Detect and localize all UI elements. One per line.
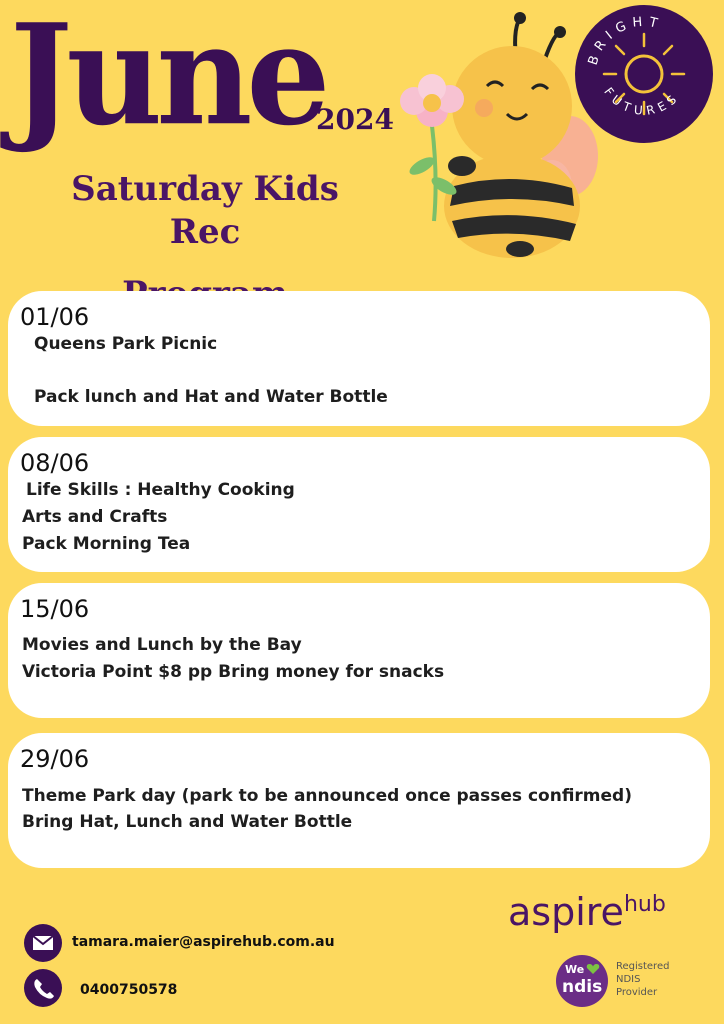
- hub-wordmark: hub: [623, 892, 666, 917]
- event-card-2906: [8, 733, 710, 868]
- ndis-logo: [556, 955, 608, 1007]
- badge-text-bottom: FUTURES: [601, 84, 683, 118]
- heart-icon: [586, 963, 600, 975]
- event-card-1506: [8, 583, 710, 718]
- aspire-wordmark: aspire: [508, 890, 624, 934]
- badge-text-top: BRIGHT: [585, 14, 665, 68]
- ndis-label-line: NDIS: [616, 974, 641, 985]
- event-line: Pack lunch and Hat and Water Bottle: [34, 387, 388, 407]
- email-address[interactable]: tamara.maier@aspirehub.com.au: [72, 934, 335, 950]
- event-line: Movies and Lunch by the Bay: [22, 635, 302, 655]
- event-line: Victoria Point $8 pp Bring money for snacks: [22, 662, 445, 682]
- event-line: Pack Morning Tea: [22, 534, 191, 554]
- event-date: 29/06: [20, 745, 90, 773]
- event-line: Queens Park Picnic: [34, 334, 218, 354]
- ndis-word: ndis: [562, 977, 603, 997]
- june-title: June: [10, 0, 325, 157]
- event-line: Life Skills : Healthy Cooking: [26, 480, 295, 500]
- subtitle-line-1: Saturday Kids Rec: [71, 169, 339, 252]
- event-date: 08/06: [20, 449, 90, 477]
- event-line: Bring Hat, Lunch and Water Bottle: [22, 812, 353, 832]
- aspirehub-logo: [508, 890, 666, 934]
- ndis-provider-label: [616, 960, 686, 999]
- ndis-we: We: [565, 963, 585, 976]
- event-card-0106: [8, 291, 710, 426]
- bright-futures-badge: [574, 4, 714, 144]
- email-icon: [24, 924, 62, 962]
- ndis-label-line: Provider: [616, 987, 658, 998]
- event-date: 01/06: [20, 303, 90, 331]
- event-line: Theme Park day (park to be announced once passes confirmed): [22, 786, 632, 806]
- phone-number[interactable]: 0400750578: [80, 982, 178, 998]
- event-line: Arts and Crafts: [22, 507, 168, 527]
- event-card-0806: [8, 437, 710, 572]
- phone-icon: [24, 969, 62, 1007]
- event-date: 15/06: [20, 595, 90, 623]
- year-label: 2024: [316, 103, 394, 136]
- ndis-label-line: Registered: [616, 961, 670, 972]
